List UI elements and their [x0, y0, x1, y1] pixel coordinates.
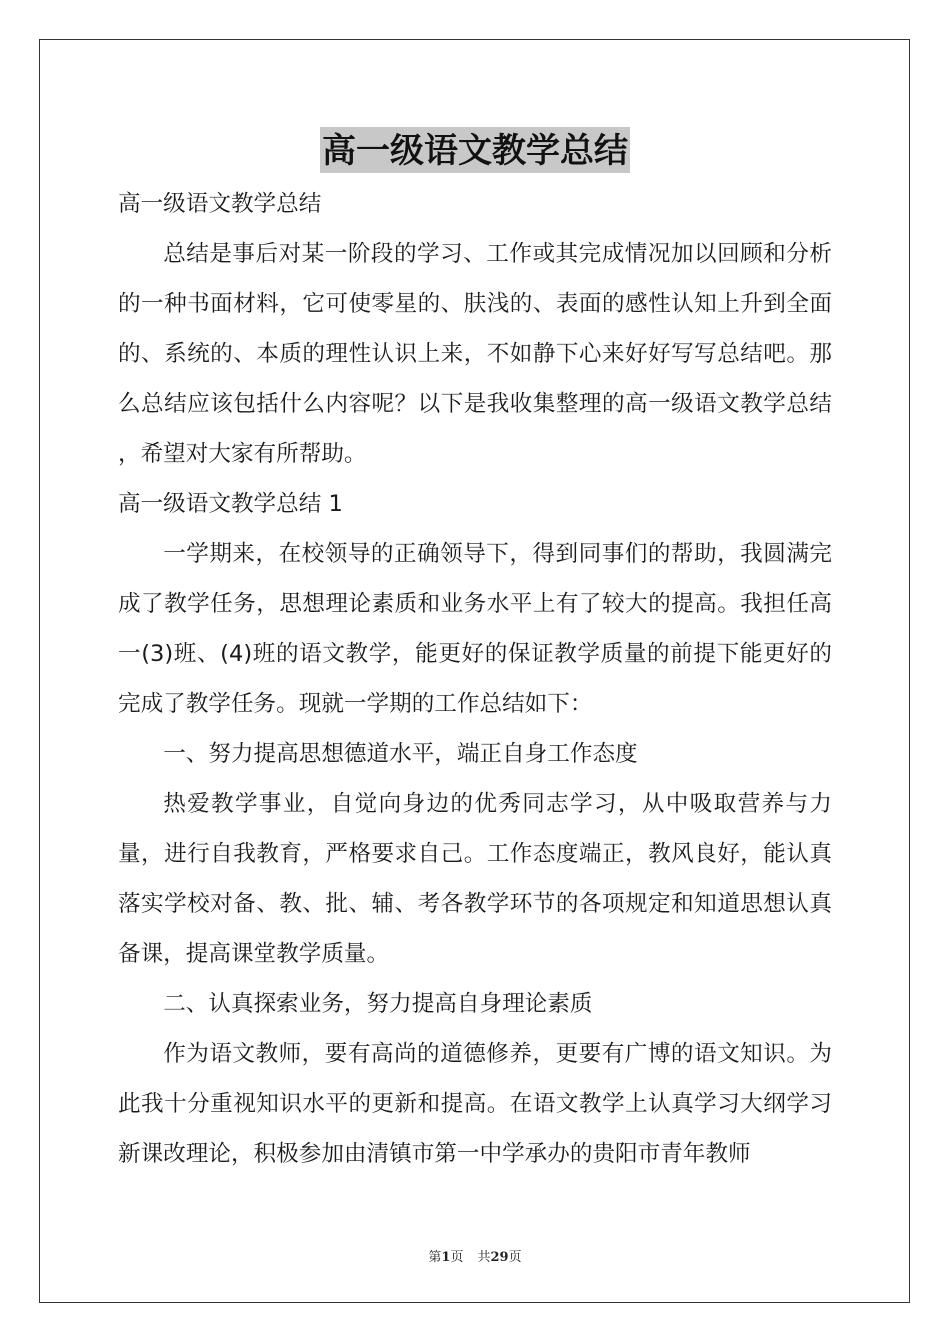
page-number: 1: [441, 1250, 451, 1265]
paragraph: 高一级语文教学总结: [118, 191, 322, 217]
page-suffix: 页: [450, 1250, 464, 1265]
total-prefix: 共: [477, 1250, 491, 1265]
paragraph: 热爱教学事业，自觉向身边的优秀同志学习，从中吸取营养与力量，进行自我教育，严格要求自己。工作态度端正，教风良好，能认真落实学校对备、教、批、辅、考各教学环节的各项规定和知道思想认真备课，提高课堂教学质量。: [118, 791, 832, 967]
section-heading: 一、努力提高思想德道水平，端正自身工作态度: [163, 741, 638, 767]
total-suffix: 页: [508, 1250, 522, 1265]
document-title: 高一级语文教学总结: [320, 127, 630, 173]
title-container: [0, 127, 950, 173]
paragraph: 作为语文教师，要有高尚的道德修养，更要有广博的语文知识。为此我十分重视知识水平的更新和提高。在语文教学上认真学习大纲学习新课改理论，积极参加由清镇市第一中学承办的贵阳市青年教师: [118, 1041, 832, 1167]
paragraph: 一学期来，在校领导的正确领导下，得到同事们的帮助，我圆满完成了教学任务，思想理论素质和业务水平上有了较大的提高。我担任高一(3)班、(4)班的语文教学，能更好的保证教学质量的前提下能更好的完成了教学任务。现就一学期的工作总结如下：: [118, 541, 832, 717]
paragraph: 总结是事后对某一阶段的学习、工作或其完成情况加以回顾和分析的一种书面材料，它可使零星的、肤浅的、表面的感性认知上升到全面的、系统的、本质的理性认识上来，不如静下心来好好写写总结吧。那么总结应该包括什么内容呢？以下是我收集整理的高一级语文教学总结 ，希望对大家有所帮助。: [118, 241, 832, 467]
page-prefix: 第: [428, 1250, 442, 1265]
total-pages: 29: [490, 1250, 509, 1265]
document-body: [118, 179, 832, 1179]
section-heading: 二、认真探索业务，努力提高自身理论素质: [163, 991, 593, 1017]
paragraph: 高一级语文教学总结 1: [118, 491, 343, 517]
page-footer: [0, 1246, 950, 1265]
